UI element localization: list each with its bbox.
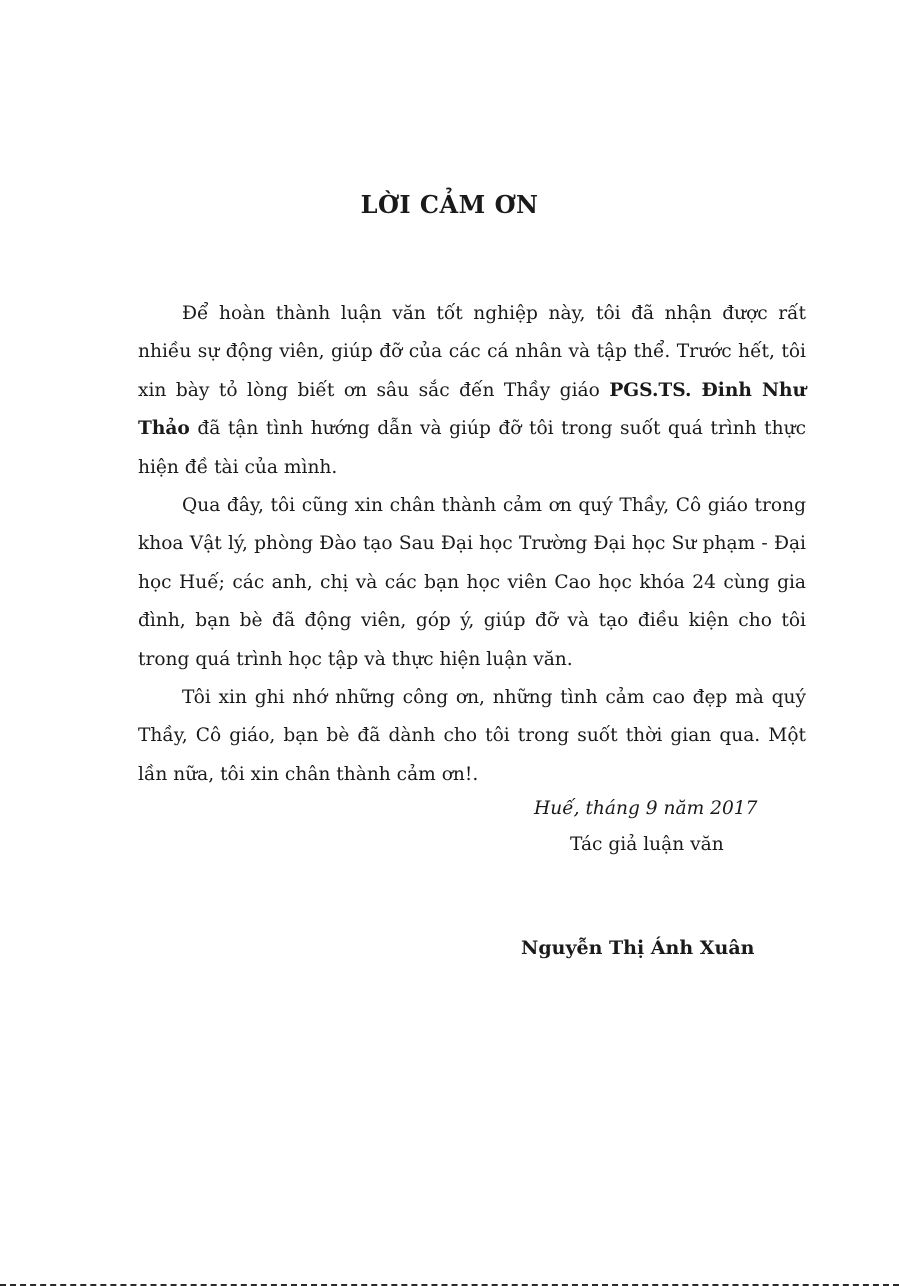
author-name: Nguyễn Thị Ánh Xuân bbox=[521, 937, 755, 959]
place-and-date: Huế, tháng 9 năm 2017 bbox=[534, 798, 758, 819]
advisor-name: PGS.TS. Đinh Như Thảo bbox=[138, 379, 806, 440]
page-title: LỜI CẢM ƠN bbox=[360, 190, 539, 219]
paragraph-1 bbox=[138, 295, 806, 487]
paragraph-1-text-end: đã tận tình hướng dẫn và giúp đỡ tôi trong suốt quá trình thực hiện đề tài của mình. bbox=[138, 418, 806, 478]
paragraph-3: Tôi xin ghi nhớ những công ơn, những tình cảm cao đẹp mà quý Thầy, Cô giáo, bạn bè đã dành cho tôi trong suốt thời gian qua. Một lần nữa, tôi xin chân thành cảm ơn!. bbox=[138, 687, 806, 785]
author-role: Tác giả luận văn bbox=[570, 834, 724, 855]
paragraph-1-text-start: Để hoàn thành luận văn tốt nghiệp này, tôi đã nhận được rất nhiều sự động viên, giúp đỡ của các cá nhân và tập thể. Trước hết, tôi xin bày tỏ lòng biết ơn sâu sắc đến Thầy giáo bbox=[138, 303, 806, 401]
acknowledgement-body bbox=[138, 295, 806, 794]
page-bottom-edge bbox=[0, 1282, 899, 1286]
paragraph-2: Qua đây, tôi cũng xin chân thành cảm ơn quý Thầy, Cô giáo trong khoa Vật lý, phòng Đào tạo Sau Đại học Trường Đại học Sư phạm - Đại học Huế; các anh, chị và các bạn học viên Cao học khóa 24 cùng gia đình, bạn bè đã động viên, góp ý, giúp đỡ và tạo điều kiện cho tôi trong quá trình học tập và thực hiện luận văn. bbox=[138, 495, 806, 670]
